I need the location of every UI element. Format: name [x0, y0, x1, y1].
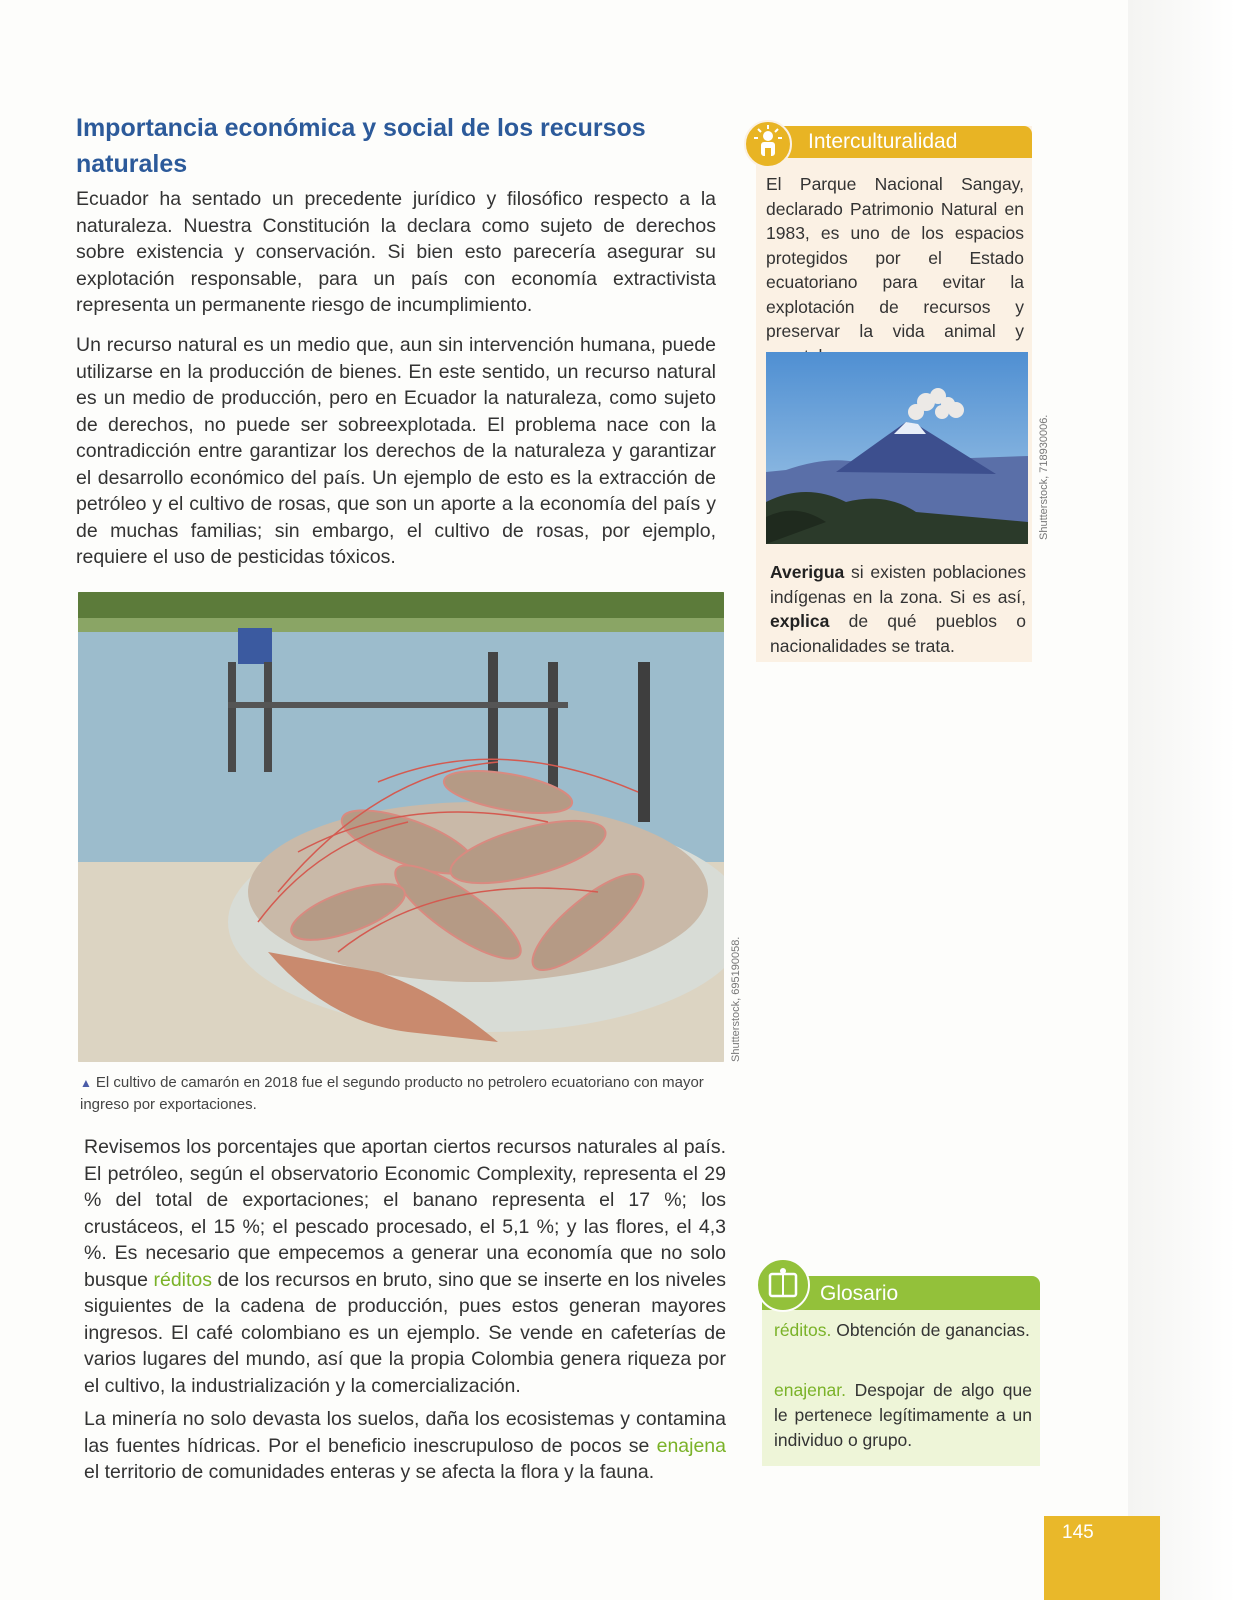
glossary-entry [774, 1318, 1032, 1343]
paragraph-text: Revisemos los porcentajes que aportan ciertos recursos naturales al país. El petróleo, según el observatorio Economic Complexity, representa el 29 % del total de exportaciones; el banano representa el 17 %; los crustáceos, el 15 %; el pescado procesado, el 5,1 %; y las flores, el 4,3 %. Es necesario que empecemos a generar una economía que no solo busque [84, 1136, 726, 1291]
glosario-title: Glosario [820, 1282, 899, 1305]
glossary-term-reditos: réditos [153, 1268, 213, 1291]
glossary-definition: Obtención de ganancias. [831, 1320, 1030, 1340]
paragraph-intro: Ecuador ha sentado un precedente jurídico y filosófico respecto a la naturaleza. Nuestra Constitución la declara como sujeto de derechos sobre existencia y conservación. Si bien esto parecería asegurar su explotación responsable, para un país con economía extractivista representa un permanente riesgo de incumplimiento. [76, 188, 716, 316]
book-icon [756, 1258, 810, 1312]
photo-caption [80, 1072, 730, 1116]
glossary-definition: Despojar de algo que le pertenece legítimamente a un individuo o grupo. [774, 1380, 1032, 1450]
photo-credit: Shutterstock, 695190058. [730, 936, 742, 1062]
interculturalidad-activity [770, 560, 1026, 658]
volcano-photo-illustration [766, 352, 1028, 544]
paragraph-text: el territorio de comunidades enteras y se afecta la flora y la fauna. [84, 1461, 655, 1483]
shrimp-photo-illustration [78, 592, 724, 1062]
activity-verb: Averigua [770, 562, 845, 582]
activity-text: de qué pueblos o nacionalidades se trata. [770, 611, 1026, 656]
glossary-term-enajena: enajena [656, 1434, 726, 1457]
paragraph-recurso-natural: Un recurso natural es un medio que, aun sin intervención humana, puede utilizarse en la producción de bienes. En este sentido, un recurso natural es un medio de producción, pero en Ecuador la naturaleza, como sujeto de derechos, no puede ser sobreexplotada. El problema nace con la contradicción entre garantizar los derechos de la naturaleza y garantizar el desarrollo económico del país. Un ejemplo de esto es la extracción de petróleo y el cultivo de rosas, que son un aporte a la economía del país y de muchas familias; sin embargo, el cultivo de rosas, por ejemplo, requiere el uso de pesticidas tóxicos. [76, 334, 716, 568]
page-margin [1128, 0, 1236, 1600]
glossary-term: réditos. [774, 1320, 832, 1340]
interculturalidad-text: El Parque Nacional Sangay, declarado Patrimonio Natural en 1983, es uno de los espacios protegidos por el Estado ecuatoriano para evitar la explotación de recursos y preservar la vida animal y [766, 174, 1024, 341]
paragraph-text: de los recursos en bruto, sino que se inserte en los niveles siguientes de la cadena de producción, pues estos generan mayores ingresos. El café colombiano es un ejemplo. Se vende en cafeterías de varios lugares del mundo, así que la propia Colombia genera riqueza por el cultivo, la industrialización y la comercialización. [84, 1268, 726, 1397]
activity-verb: explica [770, 611, 830, 631]
page-number: 145 [1062, 1522, 1094, 1543]
interculturalidad-title: Interculturalidad [808, 130, 958, 153]
volcano-photo [766, 352, 1028, 544]
glossary-entry [774, 1378, 1032, 1453]
shrimp-photo [78, 592, 724, 1062]
paragraph-mineria [84, 1406, 726, 1486]
triangle-icon: ▲ [80, 1076, 92, 1090]
volcano-photo-credit: Shutterstock, 718930006. [1038, 414, 1050, 540]
activity-text: si existen poblaciones indígenas en la zona. Si es así, [770, 562, 1026, 607]
page-title: Importancia económica y social de los recursos naturales [76, 114, 646, 178]
paragraph-porcentajes [84, 1134, 726, 1399]
glossary-term: enajenar. [774, 1380, 847, 1400]
caption-text: El cultivo de camarón en 2018 fue el segundo producto no petrolero ecuatoriano con mayor ingreso por exportaciones. [80, 1074, 704, 1113]
people-icon [744, 120, 792, 168]
paragraph-text: La minería no solo devasta los suelos, daña los ecosistemas y contamina las fuentes hídricas. Por el beneficio inescrupuloso de pocos se [84, 1408, 726, 1457]
